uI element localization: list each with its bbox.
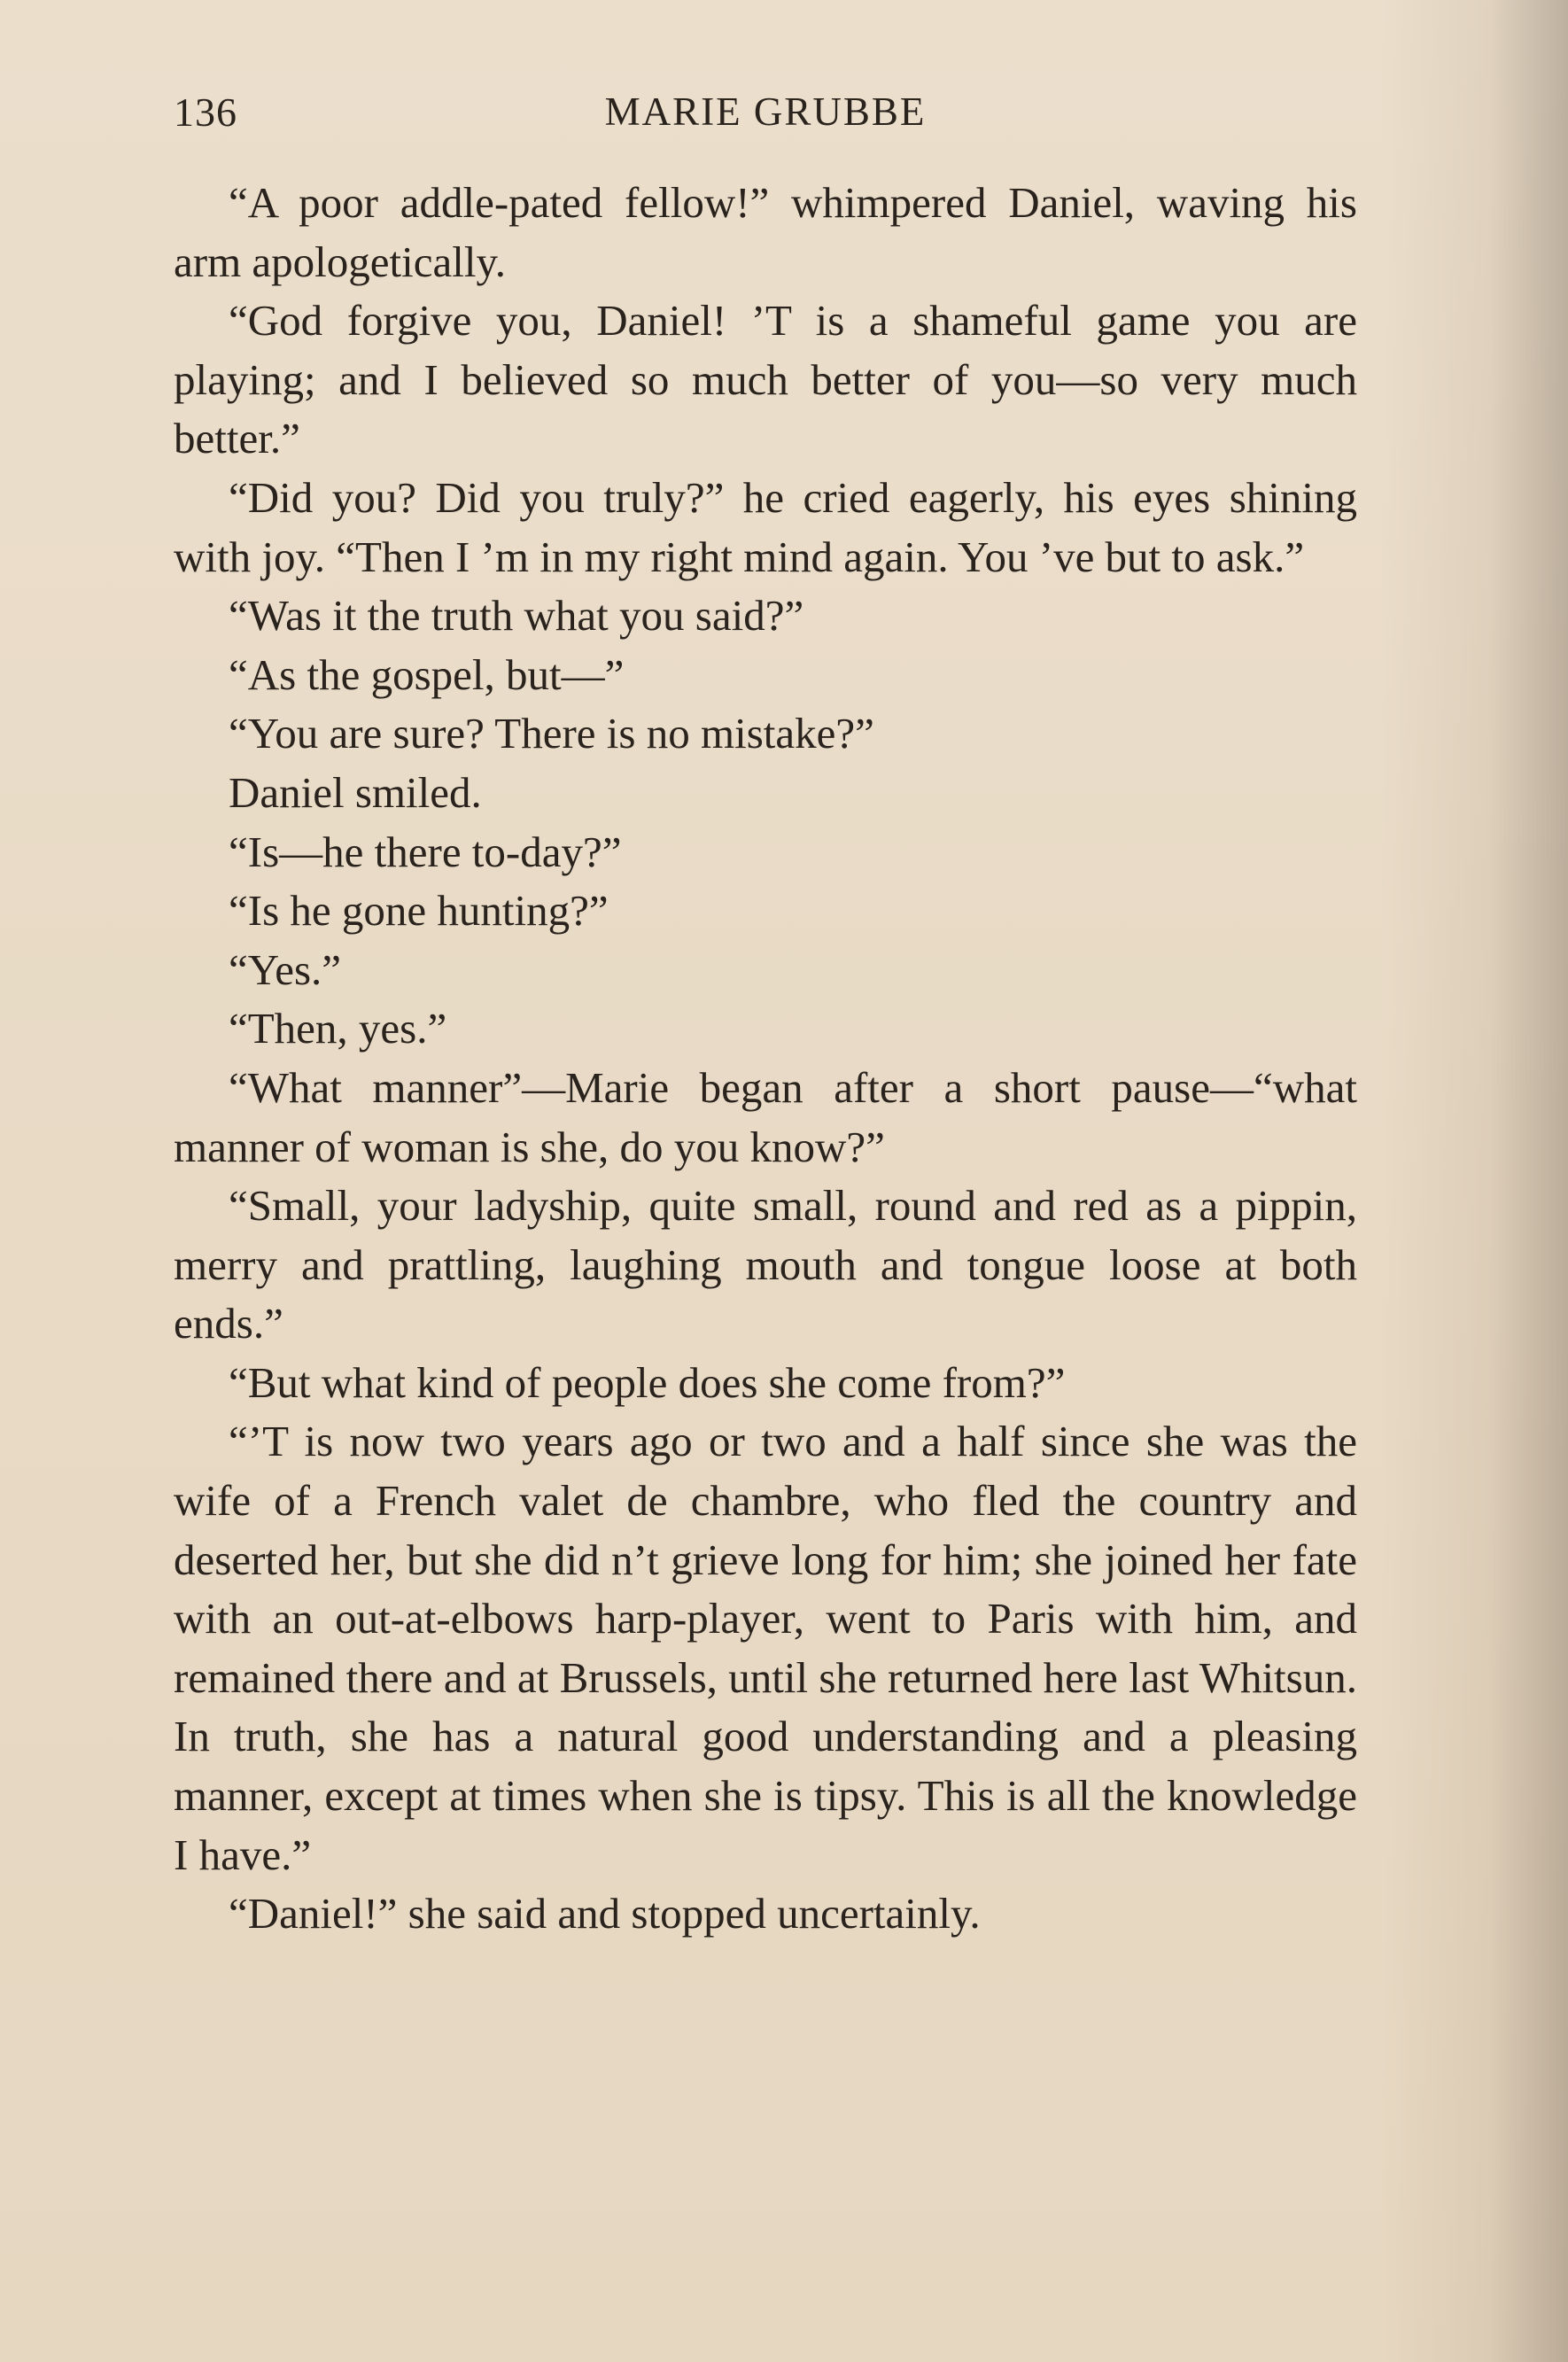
paragraph: “As the gospel, but—” bbox=[229, 649, 625, 699]
paragraph: “Daniel!” she said and stopped uncertainly. bbox=[229, 1889, 981, 1939]
paragraph: “Was it the truth what you said?” bbox=[229, 591, 804, 641]
paragraph: “Did you? Did you truly?” he cried eagerly, his eyes shining with joy. “Then I ’m in my right mind again. You ’ve but to ask.” bbox=[174, 472, 1357, 581]
running-title: MARIE GRUBBE bbox=[604, 89, 927, 134]
paragraph: “You are sure? There is no mistake?” bbox=[229, 709, 874, 758]
page-header bbox=[174, 89, 1357, 152]
page-number: 136 bbox=[174, 89, 237, 135]
paragraph: “Yes.” bbox=[229, 944, 342, 994]
paragraph: “A poor addle-pated fellow!” whimpered Daniel, waving his arm apologetically. bbox=[174, 178, 1357, 286]
paragraph: “Is—he there to-day?” bbox=[229, 827, 622, 876]
paragraph: “But what kind of people does she come from?” bbox=[229, 1357, 1066, 1407]
paragraph: “God forgive you, Daniel! ’T is a shameful game you are playing; and I believed so much better of you—so very much better.” bbox=[174, 296, 1357, 463]
paragraph: Daniel smiled. bbox=[229, 767, 482, 817]
paragraph: “Is he gone hunting?” bbox=[229, 886, 609, 936]
paragraph: “What manner”—Marie began after a short pause—“what manner of woman is she, do you know?” bbox=[174, 1062, 1357, 1171]
paragraph: “Small, your ladyship, quite small, round and red as a pippin, merry and prattling, laughing mouth and tongue loose at both ends.” bbox=[174, 1181, 1357, 1348]
body-text bbox=[174, 174, 1357, 1944]
paragraph: “Then, yes.” bbox=[229, 1004, 447, 1053]
paragraph: “’T is now two years ago or two and a half since she was the wife of a French valet de chambre, who fled the country and deserted her, but she did n’t grieve long for him; she joined her fate with an out-at-elbows harp-player, went to Paris with him, and remained there and at Brussels, until she returned here last Whitsun. In truth, she has a natural good understanding and a pleasing manner, except at times when she is tipsy. This is all the knowledge I have.” bbox=[174, 1417, 1357, 1879]
